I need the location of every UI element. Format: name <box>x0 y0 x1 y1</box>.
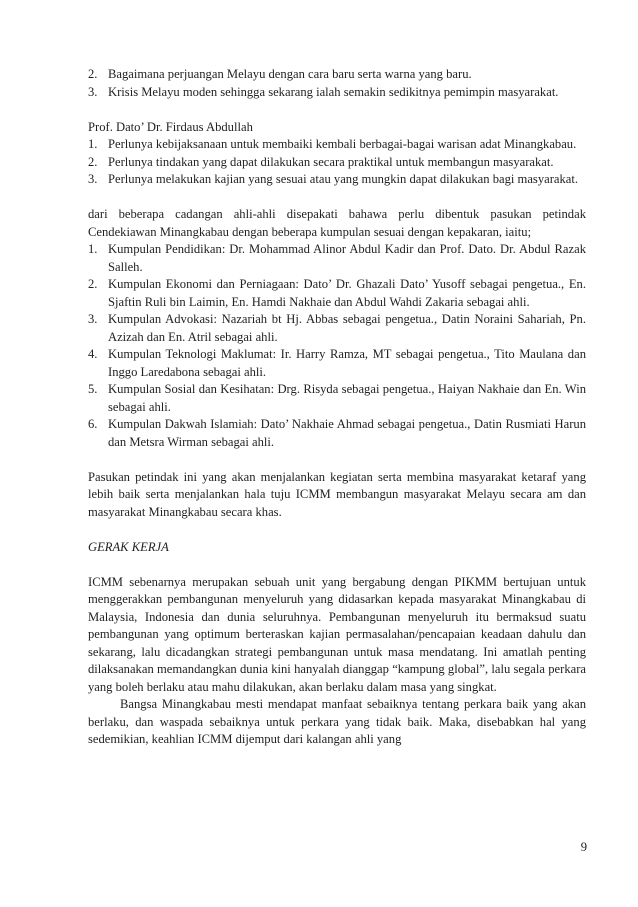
spacer <box>88 189 586 207</box>
page-number: 9 <box>580 840 587 854</box>
section-heading: GERAK KERJA <box>88 539 169 554</box>
list-item <box>88 136 586 154</box>
list-number: 4. <box>88 347 98 361</box>
list-number: 1. <box>88 137 98 151</box>
list-text: Perlunya melakukan kajian yang sesuai atau yang mungkin dapat dilakukan bagi masyarakat. <box>108 172 579 186</box>
list-number: 2. <box>88 154 98 169</box>
list-b <box>88 136 586 189</box>
list-item <box>88 241 586 276</box>
list-text: Perlunya tindakan yang dapat dilakukan secara praktikal untuk membangun masyarakat. <box>108 154 554 169</box>
list-item <box>88 171 586 189</box>
list-number: 2. <box>88 67 98 81</box>
spacer <box>88 521 586 539</box>
list-text: Kumpulan Advokasi: Nazariah bt Hj. Abbas sebagai pengetua., Datin Noraini Sahariah, Pn. Azizah dan En. Atril sebagai ahli. <box>108 312 586 344</box>
paragraph-icmm: ICMM sebenarnya merupakan sebuah unit yang bergabung dengan PIKMM bertujuan untuk menggerakkan pembangunan menyeluruh yang didasarkan kepada masyarakat Minangkabau di Malaysia, Indonesia dan dunia seluruhnya. Pembangunan menyeluruh itu bermaksud suatu pembangunan yang optimum berteraskan kajian permasalahan/pencapaian keadaan dahulu dan sekarang, lalu dicadangkan strategi pembangunan untuk masa mendatang. Ini amatlah penting dilaksanakan memandangkan dunia kini hanyalah dianggap “kampung global”, lalu segala perkara yang boleh berlaku atau mahu dilakukan, akan berlaku dalam masa yang singkat. <box>88 574 586 694</box>
list-item <box>88 416 586 451</box>
list-item <box>88 346 586 381</box>
list-item <box>88 276 586 311</box>
list-number: 1. <box>88 242 98 256</box>
list-item <box>88 381 586 416</box>
list-number: 3. <box>88 84 98 99</box>
list-number: 3. <box>88 172 98 186</box>
paragraph-intro: dari beberapa cadangan ahli-ahli disepakati bahawa perlu dibentuk pasukan petindak Cendekiawan Minangkabau dengan beberapa kumpulan sesuai dengan kepakaran, iaitu; <box>88 207 586 239</box>
list-c <box>88 241 586 451</box>
paragraph-bangsa: Bangsa Minangkabau mesti mendapat manfaat sebaiknya tentang perkara baik yang akan berlaku, dan waspada sebaiknya untuk perkara yang tidak baik. Maka, disebabkan hal yang sedemikian, keahlian ICMM dijemput dari kalangan ahli yang <box>88 697 586 746</box>
list-number: 3. <box>88 312 98 326</box>
list-number: 2. <box>88 277 98 291</box>
list-text: Perlunya kebijaksanaan untuk membaiki kembali berbagai-bagai warisan adat Minangkabau. <box>108 137 577 151</box>
spacer <box>88 101 586 119</box>
list-item <box>88 84 586 102</box>
list-item <box>88 66 586 84</box>
list-number: 5. <box>88 382 98 396</box>
list-text: Kumpulan Dakwah Islamiah: Dato’ Nakhaie Ahmad sebagai pengetua., Datin Rusmiati Harun dan Metsra Wirman sebagai ahli. <box>108 417 586 449</box>
list-text: Bagaimana perjuangan Melayu dengan cara baru serta warna yang baru. <box>108 67 472 81</box>
person-heading: Prof. Dato’ Dr. Firdaus Abdullah <box>88 119 253 134</box>
list-item <box>88 154 586 172</box>
list-item <box>88 311 586 346</box>
page-content <box>88 66 586 749</box>
spacer <box>88 556 586 574</box>
list-text: Krisis Melayu moden sehingga sekarang ialah semakin sedikitnya pemimpin masyarakat. <box>108 84 559 99</box>
paragraph-task: Pasukan petindak ini yang akan menjalankan kegiatan serta membina masyarakat ketaraf yang lebih baik serta menjalankan hala tuju ICMM membangun masyarakat Melayu secara am dan masyarakat Minangkabau secara khas. <box>88 469 586 519</box>
spacer <box>88 451 586 469</box>
list-text: Kumpulan Teknologi Maklumat: Ir. Harry Ramza, MT sebagai pengetua., Tito Maulana dan Inggo Laredabona sebagai ahli. <box>108 347 586 379</box>
list-a <box>88 66 586 101</box>
list-text: Kumpulan Sosial dan Kesihatan: Drg. Risyda sebagai pengetua., Haiyan Nakhaie dan En. Win sebagai ahli. <box>108 382 586 414</box>
list-number: 6. <box>88 417 98 431</box>
list-text: Kumpulan Ekonomi dan Perniagaan: Dato’ Dr. Ghazali Dato’ Yusoff sebagai pengetua., En. Sjaftin Ruli bin Laimin, En. Hamdi Nakhaie dan Abdul Wahdi Zakaria sebagai ahli. <box>108 277 586 309</box>
list-text: Kumpulan Pendidikan: Dr. Mohammad Alinor Abdul Kadir dan Prof. Dato. Dr. Abdul Razak Salleh. <box>108 242 586 274</box>
